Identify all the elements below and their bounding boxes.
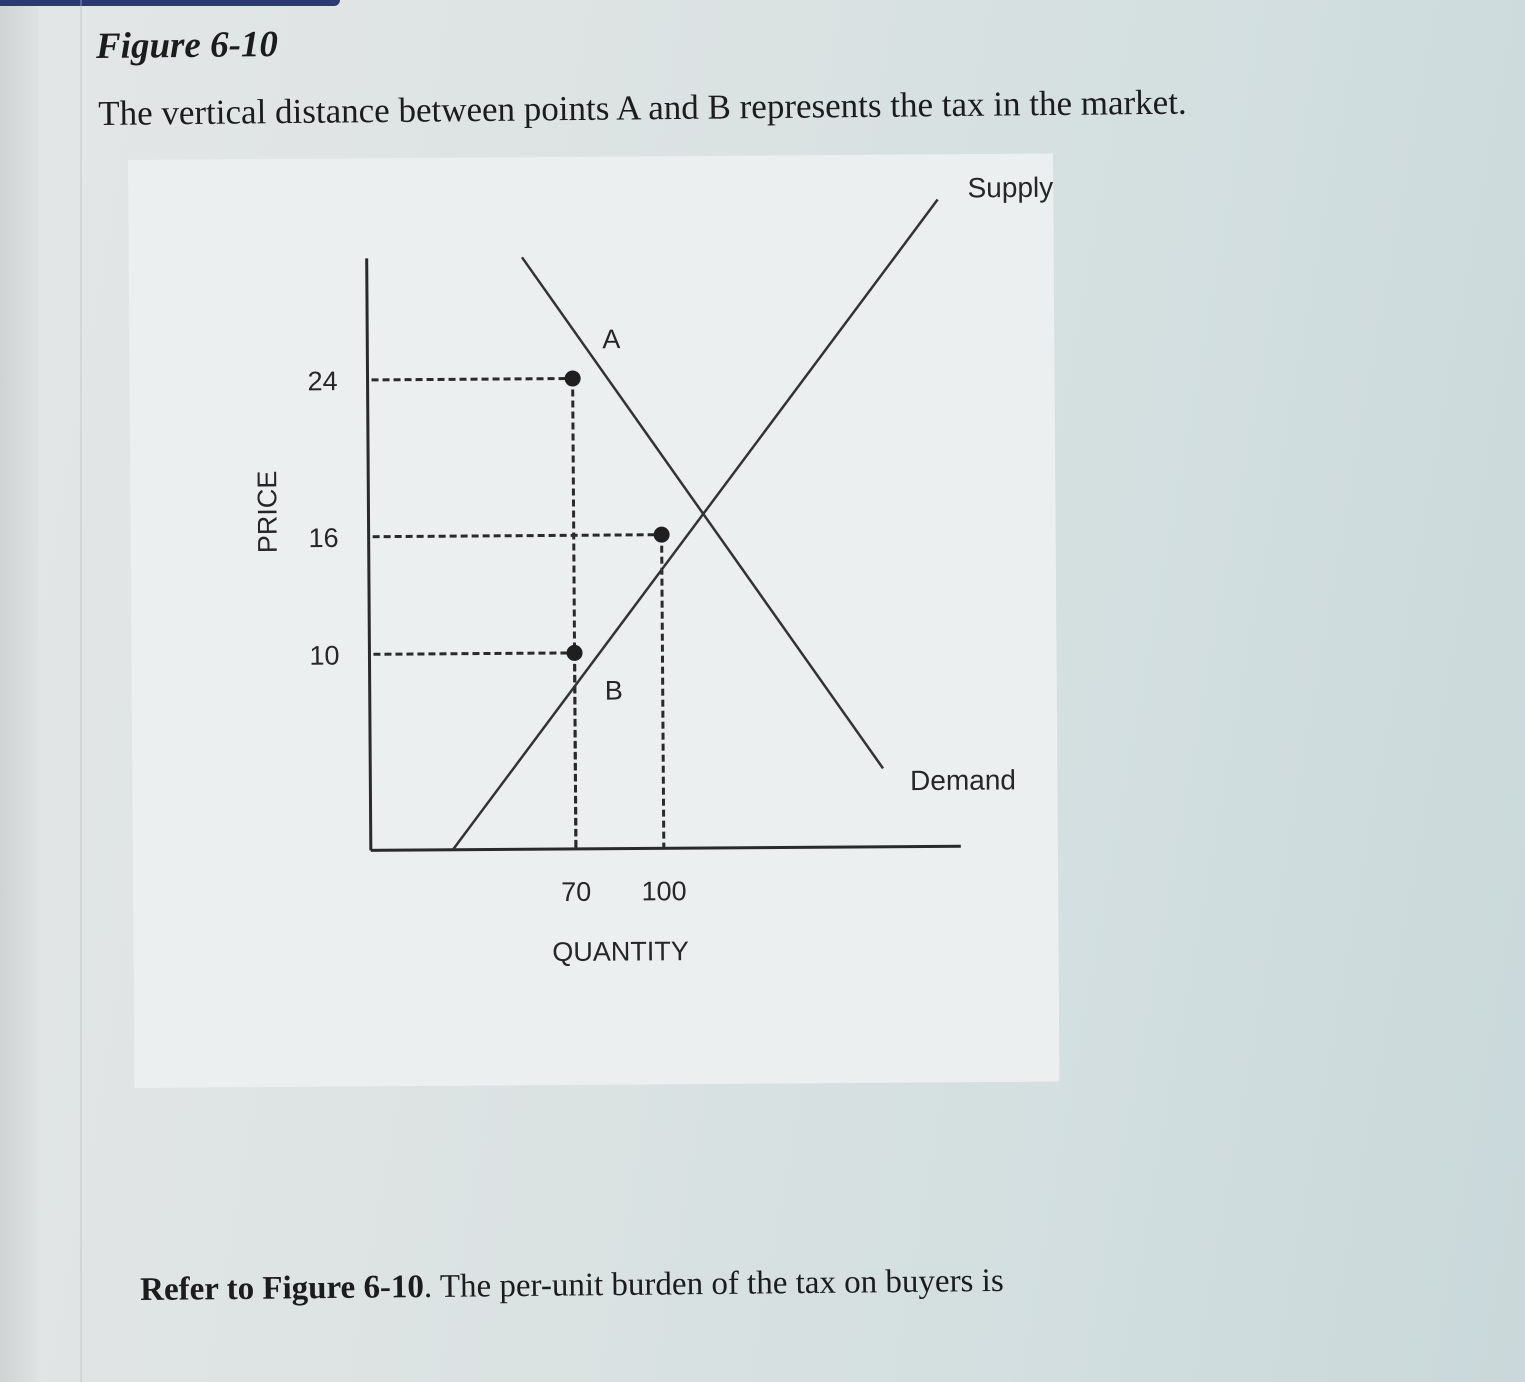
guide-vertical-1 bbox=[662, 535, 664, 849]
x-tick-label-100: 100 bbox=[641, 876, 687, 907]
top-bar bbox=[0, 0, 340, 6]
x-axis bbox=[371, 846, 961, 850]
left-edge bbox=[0, 0, 38, 1382]
y-axis-title: PRICE bbox=[252, 470, 283, 554]
question-reference: Refer to Figure 6-10 bbox=[140, 1269, 425, 1308]
point-b bbox=[566, 645, 582, 661]
point-label-a: A bbox=[602, 324, 621, 355]
point-label-b: B bbox=[604, 675, 623, 706]
x-axis-title: QUANTITY bbox=[552, 936, 689, 968]
point-a bbox=[565, 370, 581, 386]
y-axis bbox=[367, 258, 371, 850]
point-equilibrium bbox=[654, 527, 670, 543]
guide-horizontal-2 bbox=[373, 653, 574, 654]
x-tick-label-70: 70 bbox=[561, 876, 592, 907]
guide-horizontal-0 bbox=[372, 379, 573, 380]
question-body: . The per-unit burden of the tax on buyers is bbox=[423, 1262, 1004, 1306]
supply-demand-chart bbox=[128, 154, 1059, 1088]
y-tick-label-24: 24 bbox=[307, 366, 338, 397]
chart-panel bbox=[128, 154, 1059, 1088]
question-text bbox=[140, 1263, 1004, 1309]
figure-title: Figure 6-10 bbox=[95, 24, 279, 67]
supply-label: Supply bbox=[967, 171, 1054, 204]
panel-divider bbox=[80, 0, 82, 1382]
y-tick-label-16: 16 bbox=[308, 522, 339, 554]
demand-label: Demand bbox=[909, 764, 1017, 797]
y-tick-label-10: 10 bbox=[309, 640, 340, 671]
figure-caption: The vertical distance between points A and B represents the tax in the market. bbox=[98, 82, 1187, 133]
guide-horizontal-1 bbox=[373, 535, 662, 537]
supply-curve bbox=[448, 200, 942, 850]
